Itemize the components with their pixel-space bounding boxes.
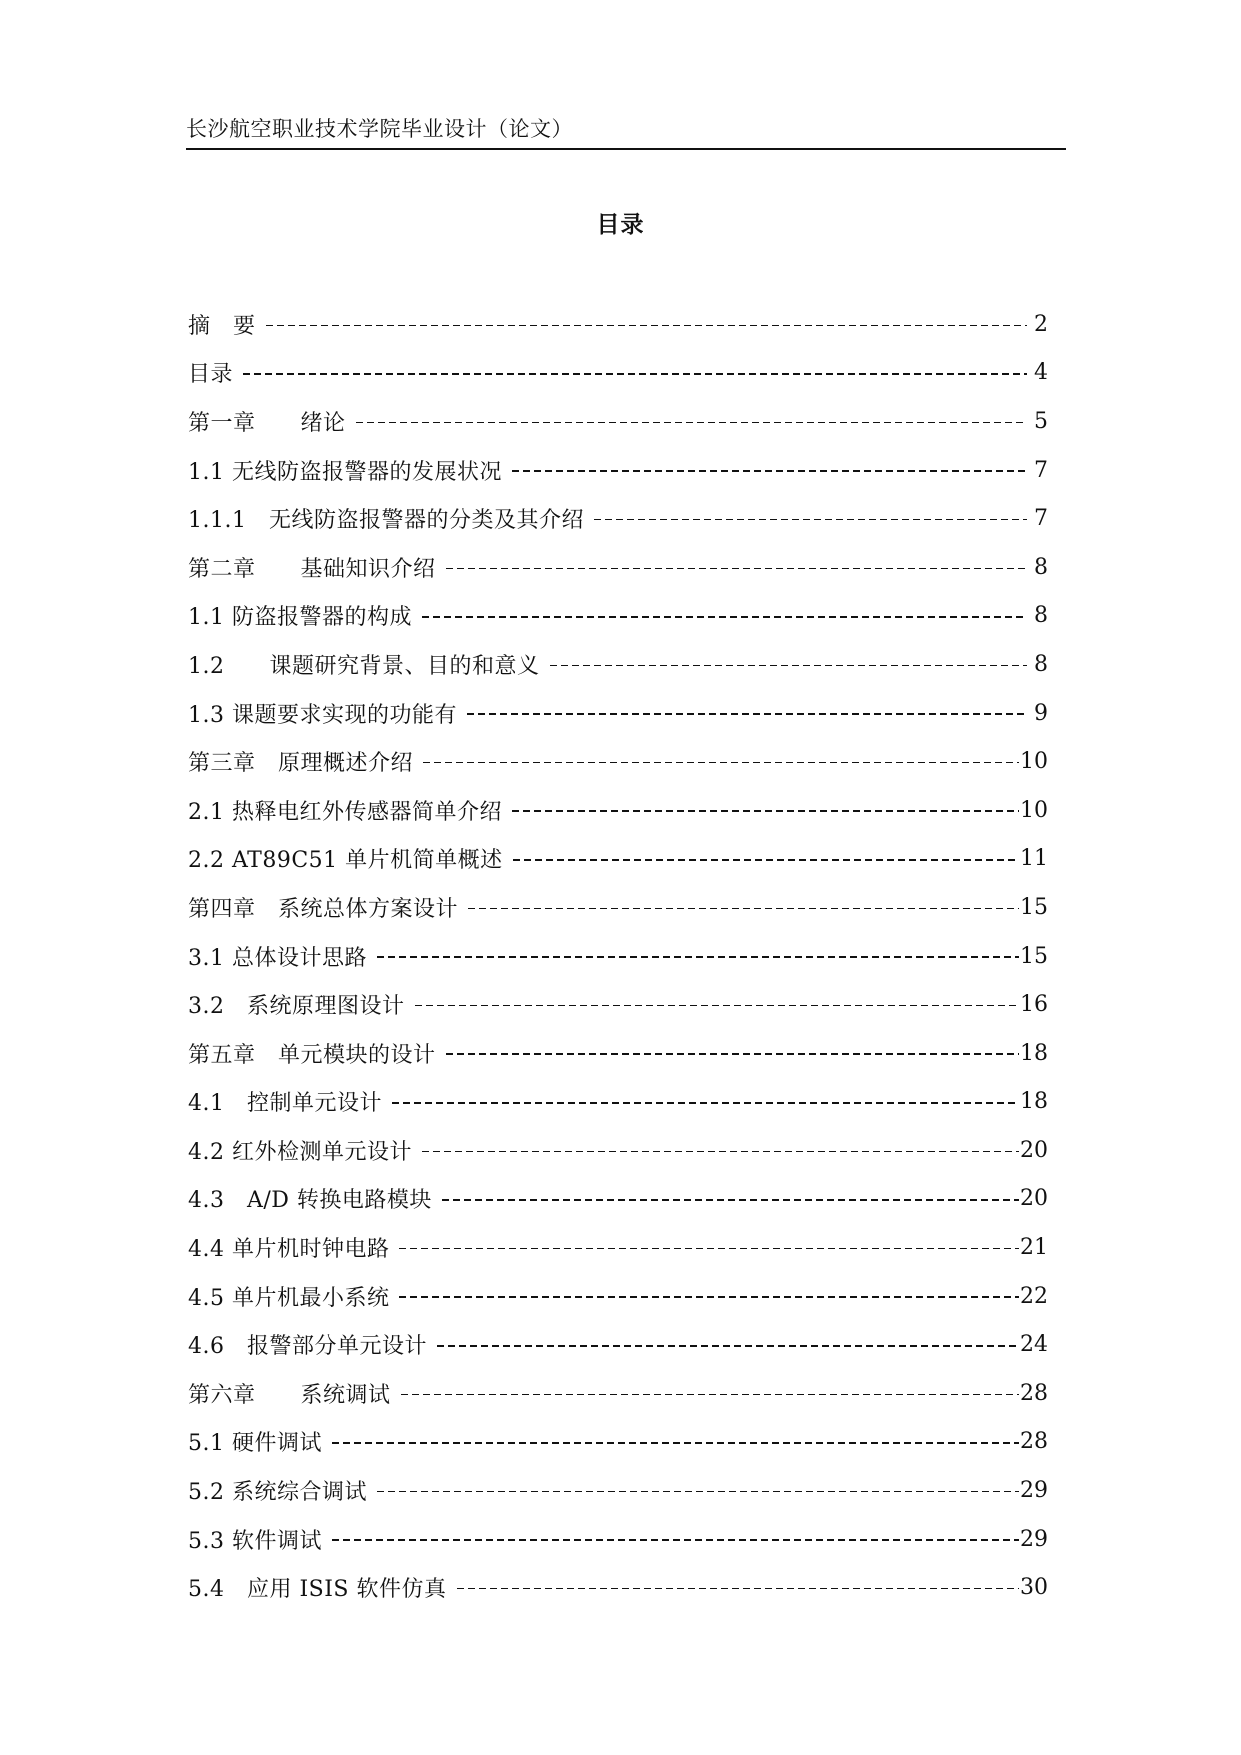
toc-entry[interactable] bbox=[188, 786, 1048, 835]
toc-leader-dashes bbox=[399, 1296, 1019, 1298]
toc-entry[interactable] bbox=[188, 689, 1048, 738]
toc-entry[interactable] bbox=[188, 446, 1048, 495]
toc-entry-page-number: 2 bbox=[1034, 311, 1048, 337]
toc-entry[interactable] bbox=[188, 592, 1048, 641]
toc-entry-label: 第五章 单元模块的设计 bbox=[188, 1042, 436, 1068]
toc-entry-page-number: 16 bbox=[1020, 992, 1048, 1018]
toc-entry-page-number: 8 bbox=[1034, 554, 1048, 580]
toc-leader-dashes bbox=[512, 470, 1027, 472]
toc-entry-label: 4.1 控制单元设计 bbox=[188, 1091, 382, 1117]
toc-entry[interactable] bbox=[188, 543, 1048, 592]
toc-leader-dashes bbox=[392, 1102, 1019, 1104]
toc-leader-dashes bbox=[512, 810, 1019, 812]
header-text: 长沙航空职业技术学院毕业设计（论文） bbox=[186, 117, 573, 141]
toc-entry-page-number: 11 bbox=[1020, 846, 1048, 872]
toc-leader-dashes bbox=[446, 1053, 1019, 1055]
toc-entry[interactable] bbox=[188, 883, 1048, 932]
toc-entry-page-number: 28 bbox=[1020, 1429, 1048, 1455]
toc-entry[interactable] bbox=[188, 1418, 1048, 1467]
toc-entry[interactable] bbox=[188, 397, 1048, 446]
toc-leader-dashes bbox=[437, 1345, 1019, 1347]
toc-entry-label: 2.1 热释电红外传感器简单介绍 bbox=[188, 799, 502, 825]
toc-entry-page-number: 24 bbox=[1020, 1332, 1048, 1358]
toc-entry-label: 1.1 无线防盗报警器的发展状况 bbox=[188, 459, 502, 485]
toc-entry-page-number: 20 bbox=[1020, 1186, 1048, 1212]
toc-entry[interactable] bbox=[188, 1272, 1048, 1321]
toc-entry[interactable] bbox=[188, 640, 1048, 689]
toc-entry-label: 1.1.1 无线防盗报警器的分类及其介绍 bbox=[188, 508, 584, 534]
toc-leader-dashes bbox=[415, 1005, 1020, 1007]
toc-entry-label: 3.1 总体设计思路 bbox=[188, 945, 367, 971]
toc-entry-label: 第三章 原理概述介绍 bbox=[188, 751, 414, 777]
toc-leader-dashes bbox=[332, 1539, 1019, 1541]
toc-entry-label: 1.3 课题要求实现的功能有 bbox=[188, 702, 457, 728]
toc-leader-dashes bbox=[401, 1394, 1019, 1396]
toc-entry-page-number: 28 bbox=[1020, 1380, 1048, 1406]
toc-entry-page-number: 8 bbox=[1034, 603, 1048, 629]
toc-entry[interactable] bbox=[188, 1078, 1048, 1127]
toc-leader-dashes bbox=[422, 1151, 1019, 1153]
toc-entry-page-number: 29 bbox=[1020, 1478, 1048, 1504]
toc-leader-dashes bbox=[442, 1199, 1019, 1201]
toc-entry-label: 4.6 报警部分单元设计 bbox=[188, 1334, 427, 1360]
toc-entry-label: 5.2 系统综合调试 bbox=[188, 1480, 367, 1506]
toc-entry[interactable] bbox=[188, 300, 1048, 349]
toc-entry-page-number: 20 bbox=[1020, 1137, 1048, 1163]
toc-leader-dashes bbox=[446, 568, 1027, 570]
toc-title: 目录 bbox=[596, 211, 645, 238]
toc-entry-page-number: 21 bbox=[1020, 1235, 1048, 1261]
toc-leader-dashes bbox=[266, 325, 1027, 327]
toc-entry[interactable] bbox=[188, 932, 1048, 981]
toc-entry-label: 1.2 课题研究背景、目的和意义 bbox=[188, 653, 540, 679]
toc-leader-dashes bbox=[422, 616, 1027, 618]
toc-entry-page-number: 22 bbox=[1020, 1283, 1048, 1309]
toc-entry-page-number: 29 bbox=[1020, 1526, 1048, 1552]
toc-leader-dashes bbox=[457, 1588, 1020, 1590]
toc-entry[interactable] bbox=[188, 494, 1048, 543]
toc-entry[interactable] bbox=[188, 349, 1048, 398]
toc-entry-page-number: 4 bbox=[1034, 360, 1048, 386]
toc-entry-label: 目录 bbox=[188, 362, 234, 388]
toc-entry[interactable] bbox=[188, 980, 1048, 1029]
toc-entry-page-number: 10 bbox=[1020, 749, 1048, 775]
toc-leader-dashes bbox=[468, 908, 1019, 910]
toc-entry-label: 第二章 基础知识介绍 bbox=[188, 556, 436, 582]
toc-entry-label: 4.4 单片机时钟电路 bbox=[188, 1237, 390, 1263]
toc-entry-label: 第四章 系统总体方案设计 bbox=[188, 896, 459, 922]
toc-entry-page-number: 30 bbox=[1020, 1575, 1048, 1601]
toc-entry[interactable] bbox=[188, 1126, 1048, 1175]
toc-leader-dashes bbox=[356, 422, 1027, 424]
toc-entry-page-number: 10 bbox=[1020, 797, 1048, 823]
toc-entry-page-number: 15 bbox=[1020, 943, 1048, 969]
toc-leader-dashes bbox=[377, 956, 1019, 958]
toc-entry-page-number: 15 bbox=[1020, 894, 1048, 920]
toc-entry-page-number: 9 bbox=[1034, 700, 1048, 726]
toc-entry-label: 2.2 AT89C51 单片机简单概述 bbox=[188, 848, 503, 874]
toc-leader-dashes bbox=[594, 519, 1027, 521]
toc-entry-label: 4.5 单片机最小系统 bbox=[188, 1285, 390, 1311]
page-header bbox=[186, 112, 1066, 150]
toc-entry-label: 第六章 系统调试 bbox=[188, 1382, 391, 1408]
toc-entry-label: 摘 要 bbox=[188, 313, 256, 339]
toc-entry-label: 1.1 防盗报警器的构成 bbox=[188, 605, 412, 631]
toc-list bbox=[188, 300, 1048, 1612]
toc-entry-label: 3.2 系统原理图设计 bbox=[188, 994, 405, 1020]
toc-leader-dashes bbox=[399, 1248, 1019, 1250]
toc-entry-page-number: 7 bbox=[1034, 457, 1048, 483]
toc-leader-dashes bbox=[467, 713, 1027, 715]
toc-entry-label: 5.4 应用 ISIS 软件仿真 bbox=[188, 1577, 447, 1603]
toc-entry[interactable] bbox=[188, 1175, 1048, 1224]
toc-entry[interactable] bbox=[188, 1466, 1048, 1515]
toc-entry-label: 4.2 红外检测单元设计 bbox=[188, 1139, 412, 1165]
toc-leader-dashes bbox=[243, 373, 1027, 375]
toc-entry-label: 第一章 绪论 bbox=[188, 410, 346, 436]
toc-entry[interactable] bbox=[188, 1515, 1048, 1564]
toc-entry-page-number: 8 bbox=[1034, 651, 1048, 677]
toc-entry[interactable] bbox=[188, 1320, 1048, 1369]
toc-leader-dashes bbox=[332, 1442, 1019, 1444]
toc-entry-page-number: 7 bbox=[1034, 506, 1048, 532]
toc-leader-dashes bbox=[513, 859, 1019, 861]
toc-entry-label: 5.1 硬件调试 bbox=[188, 1431, 322, 1457]
toc-entry-page-number: 18 bbox=[1020, 1089, 1048, 1115]
toc-entry-label: 5.3 软件调试 bbox=[188, 1528, 322, 1554]
toc-entry[interactable] bbox=[188, 1563, 1048, 1612]
toc-entry[interactable] bbox=[188, 1029, 1048, 1078]
toc-entry-label: 4.3 A/D 转换电路模块 bbox=[188, 1188, 432, 1214]
toc-entry-page-number: 5 bbox=[1034, 408, 1048, 434]
toc-leader-dashes bbox=[377, 1491, 1019, 1493]
toc-entry[interactable] bbox=[188, 1223, 1048, 1272]
toc-entry[interactable] bbox=[188, 737, 1048, 786]
toc-entry[interactable] bbox=[188, 1369, 1048, 1418]
toc-entry-page-number: 18 bbox=[1020, 1040, 1048, 1066]
toc-entry[interactable] bbox=[188, 835, 1048, 884]
toc-leader-dashes bbox=[423, 762, 1019, 764]
toc-leader-dashes bbox=[550, 665, 1028, 667]
